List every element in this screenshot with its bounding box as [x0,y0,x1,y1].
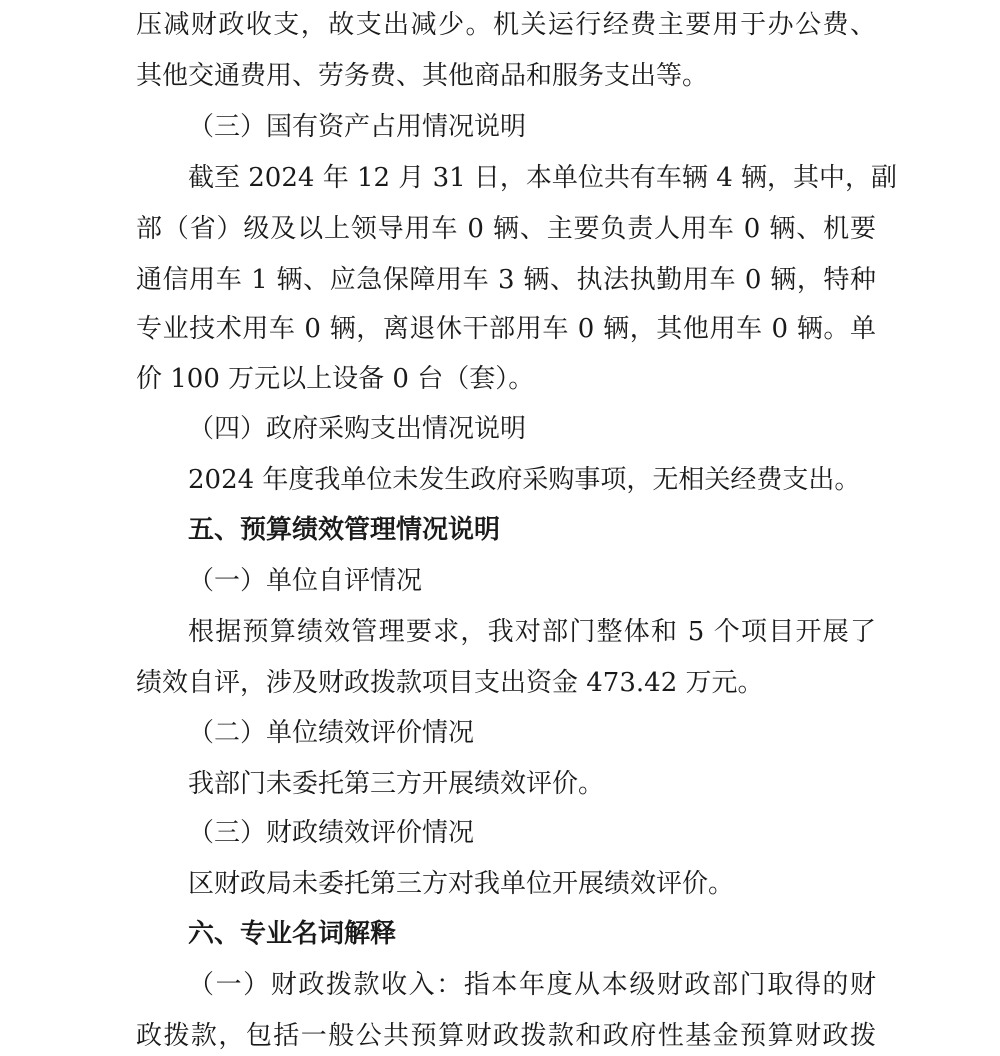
paragraph-line: 专业技术用车 0 辆，离退休干部用车 0 辆，其他用车 0 辆。单 [136,314,876,344]
paragraph-line: 其他交通费用、劳务费、其他商品和服务支出等。 [136,61,709,91]
paragraph-line: 区财政局未委托第三方对我单位开展绩效评价。 [188,869,735,899]
paragraph-line: 通信用车 1 辆、应急保障用车 3 辆、执法执勤用车 0 辆，特种 [136,265,876,295]
definition-line: （一）财政拨款收入：指本年度从本级财政部门取得的财 [188,970,876,1000]
paragraph-line: 压减财政收支，故支出减少。机关运行经费主要用于办公费、 [136,10,876,40]
paragraph-line: 绩效自评，涉及财政拨款项目支出资金 473.42 万元。 [136,668,764,698]
subsection-heading: （三）财政绩效评价情况 [188,818,475,848]
section-heading: 五、预算绩效管理情况说明 [188,515,501,545]
subsection-heading: （三）国有资产占用情况说明 [188,112,527,142]
paragraph-line: 价 100 万元以上设备 0 台（套）。 [136,364,535,394]
subsection-heading: （一）单位自评情况 [188,566,423,596]
paragraph-line: 根据预算绩效管理要求，我对部门整体和 5 个项目开展了 [188,617,876,647]
paragraph-line: 我部门未委托第三方开展绩效评价。 [188,769,605,799]
subsection-heading: （四）政府采购支出情况说明 [188,414,527,444]
paragraph-line: 截至 2024 年 12 月 31 日，本单位共有车辆 4 辆，其中，副 [188,163,897,193]
paragraph-line: 政拨款，包括一般公共预算财政拨款和政府性基金预算财政拨 [136,1021,876,1051]
subsection-heading: （二）单位绩效评价情况 [188,718,475,748]
paragraph-line: 2024 年度我单位未发生政府采购事项，无相关经费支出。 [188,465,861,495]
paragraph-line: 部（省）级及以上领导用车 0 辆、主要负责人用车 0 辆、机要 [136,214,876,244]
section-heading: 六、专业名词解释 [188,919,397,949]
